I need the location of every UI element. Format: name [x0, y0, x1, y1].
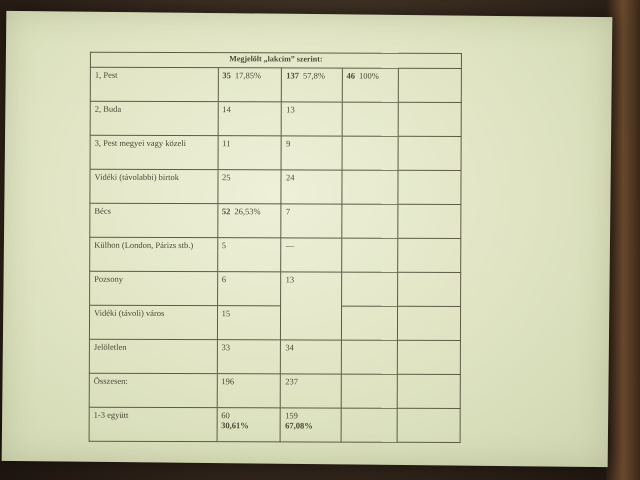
row-label: 1, Pest: [90, 67, 218, 101]
row-label: 3, Pest megyei vagy közeli: [90, 135, 218, 169]
table-row: [89, 407, 460, 442]
table-row: [89, 339, 460, 374]
empty-cell: [398, 102, 461, 136]
table-row: [89, 373, 460, 408]
table-row: [90, 169, 461, 204]
table-row: [89, 305, 460, 340]
cell-value: 11: [218, 136, 282, 170]
empty-cell: [398, 170, 461, 204]
cell-value: 137 57,8%: [282, 68, 342, 102]
cell-value: 25: [217, 170, 281, 204]
empty-cell: [341, 340, 397, 374]
empty-cell: [397, 340, 460, 374]
cell-value: 46 100%: [342, 68, 398, 102]
cell-value: 6: [217, 272, 281, 306]
cell-value: 35 17,85%: [218, 68, 282, 102]
row-label: Összesen:: [89, 373, 217, 407]
empty-cell: [398, 68, 461, 102]
table-title: Megjelölt „lakcím” szerint:: [90, 52, 461, 68]
cell-value: 159 67,08%: [281, 408, 341, 442]
empty-cell: [397, 306, 460, 340]
cell-value: 60 30,61%: [217, 408, 281, 442]
empty-cell: [341, 408, 397, 442]
row-label: Pozsony: [90, 271, 218, 305]
cell-value: 196: [217, 374, 281, 408]
empty-cell: [341, 204, 397, 238]
empty-cell: [397, 204, 460, 238]
empty-cell: [397, 238, 460, 272]
empty-cell: [342, 136, 398, 170]
cell-value: 24: [281, 170, 341, 204]
empty-cell: [397, 408, 460, 442]
row-label: Külhon (London, Párizs stb.): [90, 237, 218, 271]
empty-cell: [342, 170, 398, 204]
row-label: 1-3 együtt: [89, 407, 217, 441]
row-label: Vidéki (távoli) város: [89, 305, 217, 339]
cell-value: 33: [217, 340, 281, 374]
row-label: Vidéki (távolabbi) birtok: [90, 169, 218, 203]
row-label: Bécs: [90, 203, 218, 237]
cell-value: 15: [217, 306, 281, 340]
empty-cell: [341, 306, 397, 340]
cell-value: 13: [282, 102, 342, 136]
residence-table: [89, 52, 462, 443]
row-label: 2, Buda: [90, 101, 218, 135]
row-label: Jelöletlen: [89, 339, 217, 373]
projection-screen: [2, 11, 613, 467]
empty-cell: [341, 238, 397, 272]
empty-cell: [341, 272, 397, 306]
table-row: [90, 271, 461, 306]
table-row: [90, 101, 461, 136]
empty-cell: [397, 272, 460, 306]
cell-value: 9: [281, 136, 341, 170]
cell-value: 237: [281, 374, 341, 408]
cell-value: —: [281, 238, 341, 272]
empty-cell: [341, 374, 397, 408]
cell-value: 52 26,53%: [217, 204, 281, 238]
table-row: [90, 67, 461, 102]
cell-value: 13: [281, 272, 341, 340]
empty-cell: [398, 136, 461, 170]
table-row: [90, 203, 461, 238]
cell-value: 14: [218, 102, 282, 136]
empty-cell: [342, 102, 398, 136]
cell-value: 34: [281, 340, 341, 374]
table-row: [90, 135, 461, 170]
cell-value: 5: [217, 238, 281, 272]
table-row: [90, 237, 461, 272]
empty-cell: [397, 374, 460, 408]
cell-value: 7: [281, 204, 341, 238]
data-table-container: [89, 52, 462, 443]
